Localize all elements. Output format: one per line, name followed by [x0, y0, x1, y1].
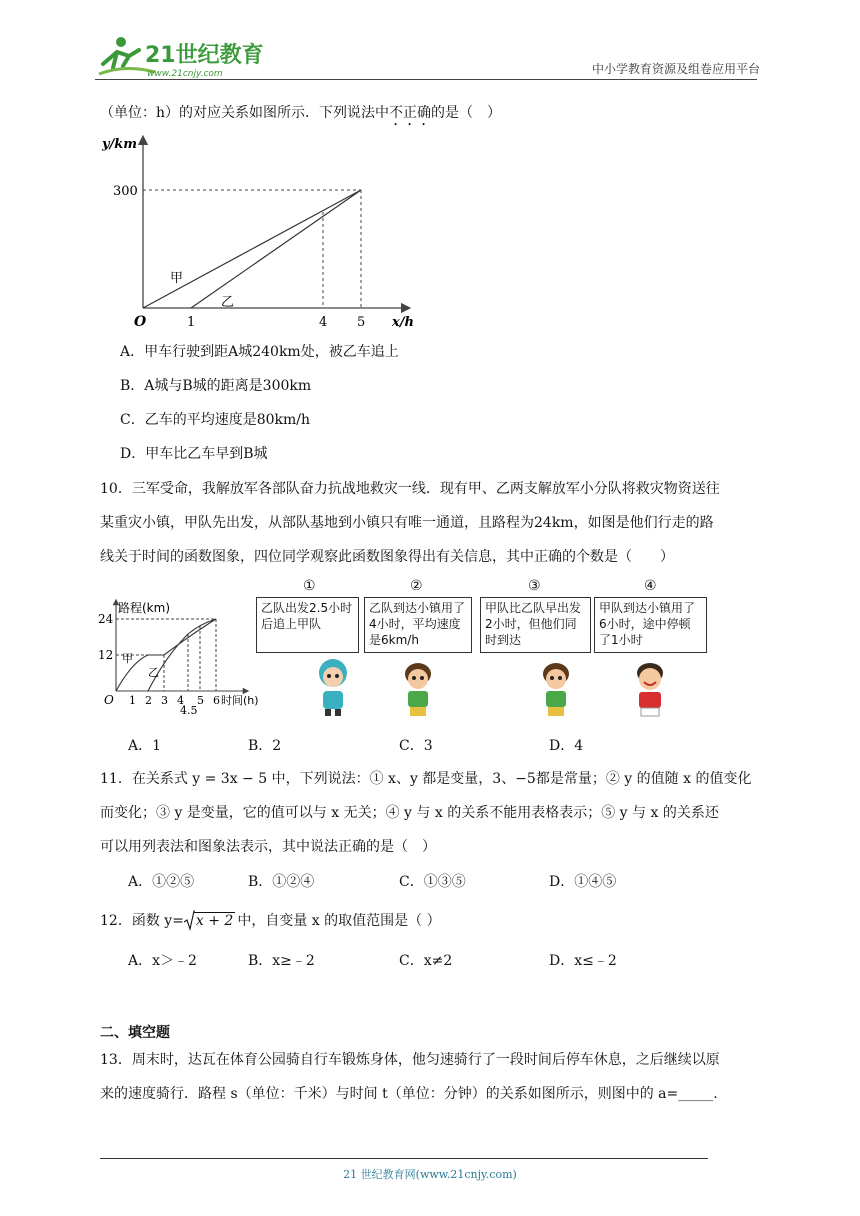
q10-x-tick-2: 2: [145, 694, 152, 707]
q9-stem-emph: 不正确: [389, 105, 432, 121]
q9-label-jia: 甲: [170, 271, 184, 286]
q11-option-b[interactable]: B．①②④: [248, 874, 315, 890]
cartoon-child-1-icon: [313, 655, 353, 717]
q12-stem: [100, 911, 441, 931]
bubble-num-4: ④: [644, 578, 657, 594]
q11-option-c[interactable]: C．①③⑤: [399, 874, 466, 890]
q13-stem-line-1: 13．周末时，达瓦在体育公园骑自行车锻炼身体，他匀速骑行了一段时间后停车休息，之后继续以原: [100, 1052, 720, 1068]
q10-x-label: 时间(h): [221, 694, 259, 707]
sqrt-expression: [184, 911, 235, 931]
q9-x-label: x/h: [392, 315, 414, 330]
q10-option-b[interactable]: B．2: [248, 738, 282, 754]
logo-sub: www.21cnjy.com: [147, 69, 223, 79]
q9-y-label: y/km: [102, 137, 138, 152]
q10-x-tick-4: 4: [177, 694, 184, 707]
q10-x-tick-3: 3: [161, 694, 168, 707]
q9-chart: [96, 134, 426, 334]
q10-origin: O: [104, 693, 114, 707]
q10-stem-line-1: 10．三军受命，我解放军各部队奋力抗战地救灾一线．现有甲、乙两支解放军小分队将救灾物资送往: [100, 481, 720, 497]
q9-stem-a: （单位：h）的对应关系如图所示．下列说法中: [100, 105, 390, 121]
q10-y-label: 路程(km): [118, 601, 171, 615]
section-title-fill-in: 二、填空题: [100, 1025, 170, 1041]
q9-stem: [100, 103, 501, 129]
logo-text: 21世纪教育: [145, 43, 264, 68]
q10-x-tick-6: 6: [213, 694, 220, 707]
sqrt-sign-icon: [184, 910, 195, 931]
q9-x-tick-5: 5: [357, 315, 366, 330]
sqrt-radicand: x + 2: [195, 913, 234, 929]
bubble-num-3: ③: [528, 578, 541, 594]
footer-divider: [100, 1158, 708, 1159]
speech-bubble-1: 乙队出发2.5小时后追上甲队: [256, 597, 359, 653]
q9-x-tick-1: 1: [187, 315, 196, 330]
q10-x-tick-45: 4.5: [180, 704, 198, 716]
q12-option-a[interactable]: A．x＞﹣2: [128, 953, 197, 969]
q13-stem-line-2: 来的速度骑行．路程 s（单位：千米）与时间 t（单位：分钟）的关系如图所示，则图中的 a=_____.: [100, 1086, 718, 1102]
q11-stem-line-1: 11．在关系式 y = 3x − 5 中，下列说法：① x、y 都是变量，3、−5都是常量；② y 的值随 x 的值变化: [100, 771, 752, 787]
q10-stem-line-3: 线关于时间的函数图象，四位同学观察此函数图象得出有关信息，其中正确的个数是（ ）: [100, 549, 674, 565]
q12-stem-b: 中，自变量 x 的取值范围是（ ）: [237, 913, 441, 929]
q10-option-d[interactable]: D．4: [549, 738, 584, 754]
bubble-num-2: ②: [410, 578, 423, 594]
site-logo: [95, 34, 265, 80]
cartoon-child-3-icon: [536, 660, 576, 718]
q10-label-yi: 乙: [148, 666, 159, 679]
q9-option-a[interactable]: A．甲车行驶到距A城240km处，被乙车追上: [120, 344, 399, 360]
q11-option-d[interactable]: D．①④⑤: [549, 874, 617, 890]
q9-option-d[interactable]: D．甲车比乙车早到B城: [120, 446, 268, 462]
speech-bubble-3: 甲队比乙队早出发2小时，但他们同时到达: [480, 597, 591, 653]
q11-stem-line-2: 而变化；③ y 是变量，它的值可以与 x 无关；④ y 与 x 的关系不能用表格表示；⑤ y 与 x 的关系还: [100, 805, 719, 821]
cartoon-child-4-icon: [628, 660, 672, 718]
speech-bubble-2: 乙队到达小镇用了4小时，平均速度是6km/h: [364, 597, 472, 653]
q10-stem-line-2: 某重灾小镇，甲队先出发，从部队基地到小镇只有唯一通道，且路程为24km，如图是他们行走的路: [100, 515, 714, 531]
platform-name: 中小学教育资源及组卷应用平台: [591, 62, 760, 76]
footer-text[interactable]: 21 世纪教育网(www.21cnjy.com): [343, 1168, 517, 1181]
q9-option-c[interactable]: C．乙车的平均速度是80km/h: [120, 412, 311, 428]
q9-option-b[interactable]: B．A城与B城的距离是300km: [120, 378, 312, 394]
cartoon-child-2-icon: [398, 660, 438, 718]
bubble-num-1: ①: [303, 578, 316, 594]
q9-x-tick-4: 4: [319, 315, 328, 330]
q10-x-tick-5: 5: [197, 694, 204, 707]
q10-option-c[interactable]: C．3: [399, 738, 433, 754]
q9-line-jia: [143, 190, 361, 308]
q10-x-tick-1: 1: [129, 694, 136, 707]
header-divider: [95, 79, 757, 80]
q9-line-yi: [191, 190, 361, 308]
q12-option-c[interactable]: C．x≠2: [399, 953, 453, 969]
q9-y-tick-300: 300: [113, 184, 138, 199]
q9-stem-b: 的是（ ）: [431, 105, 502, 121]
q10-label-jia: 甲: [122, 652, 133, 665]
q11-stem-line-3: 可以用列表法和图象法表示，其中说法正确的是（ ）: [100, 839, 436, 855]
speech-bubble-4: 甲队到达小镇用了6小时，途中停顿了1小时: [594, 597, 707, 653]
q10-chart: [96, 598, 276, 716]
q12-option-d[interactable]: D．x≤﹣2: [549, 953, 617, 969]
q10-option-a[interactable]: A．1: [128, 738, 162, 754]
q9-label-yi: 乙: [221, 295, 235, 310]
q11-option-a[interactable]: A．①②⑤: [128, 874, 195, 890]
q12-option-b[interactable]: B．x≥﹣2: [248, 953, 315, 969]
q10-y-tick-12: 12: [98, 648, 114, 662]
q12-stem-a: 12．函数 y=: [100, 913, 184, 929]
runner-logo-icon: [95, 34, 265, 80]
q10-y-tick-24: 24: [98, 612, 114, 626]
q9-origin: O: [134, 314, 147, 330]
